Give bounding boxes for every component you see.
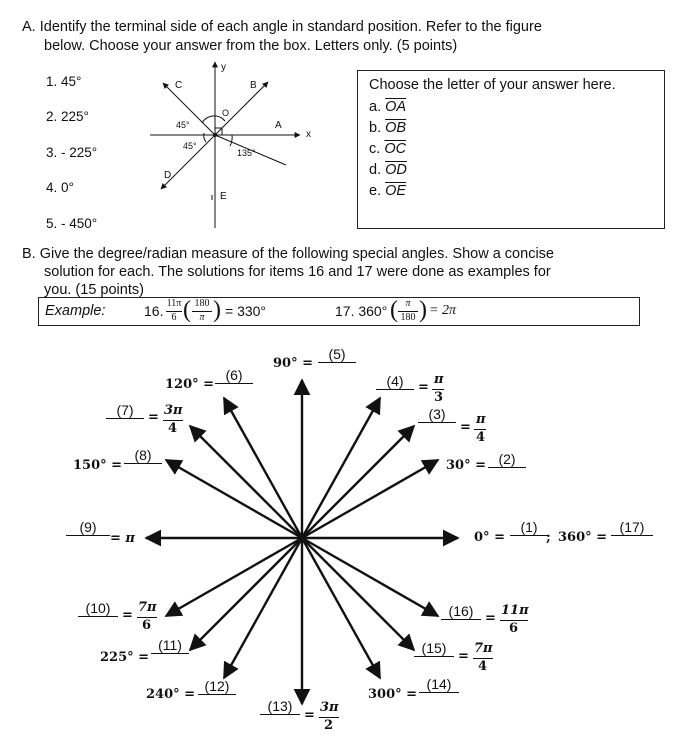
blank-14: (14) — [419, 676, 459, 693]
blank-11: (11) — [151, 637, 189, 654]
part-b-line-2: solution for each. The solutions for items 16 and 17 were done as examples for — [44, 264, 551, 280]
eq-7pi6: = — [122, 608, 133, 623]
example-16-factor-den: π — [199, 312, 205, 323]
example-16-factor-num: 180 — [194, 298, 210, 309]
pi3-num: π — [434, 372, 444, 387]
item-3: 3. - 225° — [46, 145, 98, 160]
eq-7pi4: = — [458, 649, 469, 664]
example-16-num: 11π — [166, 298, 182, 309]
eq-pi4: = — [460, 420, 471, 435]
blank-8: (8) — [124, 447, 162, 464]
fig-arc-135 — [230, 135, 232, 146]
fig-label-x: x — [306, 129, 311, 140]
pi4-den: 4 — [476, 430, 486, 445]
blank-12: (12) — [198, 678, 236, 695]
choice-box-title: Choose the letter of your answer here. — [369, 77, 616, 93]
label-deg-225: 225° = — [100, 650, 150, 665]
ray-45 — [302, 426, 414, 538]
r3pi2-den: 2 — [324, 718, 334, 733]
choice-option-e: e. $\overline{OE}$ — [369, 183, 407, 199]
blank-17: (17) — [611, 519, 653, 536]
example-16-paren-open: ( — [183, 297, 191, 323]
example-box — [38, 297, 640, 326]
fig-label-b: B — [250, 80, 257, 91]
example-17-paren-close: ) — [419, 297, 427, 323]
r7pi4-den: 4 — [478, 659, 488, 674]
example-16-result: = 330° — [225, 303, 267, 319]
semicolon: ; — [546, 530, 551, 545]
item-5: 5. - 450° — [46, 216, 98, 231]
example-16-paren-close: ) — [213, 297, 221, 323]
fig-label-45-top: 45° — [176, 120, 190, 130]
label-deg-120: 120° = — [165, 377, 215, 392]
blank-16: (16) — [441, 603, 481, 620]
eq-11pi6: = — [485, 611, 496, 626]
example-17-factor-den: 180 — [400, 312, 416, 323]
eq-pi: = π — [110, 531, 135, 546]
blank-4: (4) — [376, 373, 414, 390]
choice-box — [357, 70, 665, 229]
fig-arc-45-bottom — [204, 133, 206, 142]
part-a-line-2: below. Choose your answer from the box. Letters only. (5 points) — [44, 38, 458, 54]
example-17-prefix: 17. 360° — [335, 303, 388, 319]
eq-3pi4: = — [148, 410, 159, 425]
blank-5: (5) — [318, 346, 356, 363]
choice-option-c: c. $\overline{OC}$ — [369, 141, 407, 157]
pi4-num: π — [476, 412, 486, 427]
fig-axes — [150, 62, 300, 228]
fig-label-135: 135° — [237, 148, 256, 158]
part-b-line-1: B. Give the degree/radian measure of the following special angles. Show a concise — [22, 246, 554, 262]
example-17-factor-num: π — [405, 298, 411, 309]
r11pi6-num: 11π — [501, 603, 529, 618]
label-deg-30: 30° = — [446, 458, 487, 473]
blank-15: (15) — [414, 640, 454, 657]
blank-2: (2) — [488, 451, 526, 468]
part-b-line-3: you. (15 points) — [44, 282, 144, 298]
angle-rays — [146, 380, 458, 704]
choice-option-d: d. $\overline{OD}$ — [369, 162, 407, 178]
choice-option-b: b. $\overline{OB}$ — [369, 120, 407, 136]
blank-3: (3) — [418, 406, 456, 423]
ray-135 — [190, 426, 302, 538]
example-17-result: = 2π — [429, 303, 456, 318]
example-17-paren-open: ( — [390, 297, 398, 323]
r7pi6-den: 6 — [142, 618, 152, 633]
blank-7: (7) — [106, 402, 144, 419]
eq-pi3: = — [418, 380, 429, 395]
fig-label-y: y — [221, 62, 226, 73]
part-b-instructions — [22, 245, 554, 299]
ray-225 — [190, 538, 302, 650]
item-4: 4. 0° — [46, 180, 74, 195]
r3pi4-den: 4 — [168, 421, 178, 436]
fig-label-45-bottom: 45° — [183, 141, 197, 151]
r3pi2-num: 3π — [320, 700, 339, 715]
example-label: Example: — [45, 303, 106, 319]
pi3-den: 3 — [434, 390, 444, 405]
fig-label-d: D — [164, 170, 172, 181]
r11pi6-den: 6 — [509, 621, 519, 636]
label-deg-240: 240° = — [146, 687, 196, 702]
label-deg-150: 150° = — [73, 458, 123, 473]
blank-6: (6) — [215, 367, 253, 384]
ray-315 — [302, 538, 414, 650]
label-deg-300: 300° = — [368, 687, 418, 702]
r7pi4-num: 7π — [474, 641, 493, 656]
fig-label-c: C — [175, 80, 183, 91]
blank-10: (10) — [78, 600, 118, 617]
r7pi6-num: 7π — [138, 600, 157, 615]
eq-3pi2: = — [304, 708, 315, 723]
blank-9: (9) — [66, 519, 110, 536]
label-deg-0: 0° = — [474, 530, 505, 545]
fig-label-o: O — [222, 108, 230, 118]
blank-1: (1) — [510, 519, 548, 536]
item-2: 2. 225° — [46, 109, 89, 124]
blank-13: (13) — [260, 698, 300, 715]
label-deg-360: 360° = — [558, 530, 608, 545]
example-16-prefix: 16. — [144, 303, 164, 319]
example-16-den: 6 — [171, 312, 177, 323]
part-a-line-1: A. Identify the terminal side of each angle in standard position. Refer to the figure — [22, 19, 542, 35]
fig-label-e: E — [220, 191, 227, 202]
item-1: 1. 45° — [46, 74, 82, 89]
label-deg-90: 90° = — [273, 356, 314, 371]
fig-label-a: A — [275, 120, 282, 131]
r3pi4-num: 3π — [164, 403, 183, 418]
fig-origin-dot — [213, 133, 217, 137]
choice-option-a: a. $\overline{OA}$ — [369, 99, 407, 115]
